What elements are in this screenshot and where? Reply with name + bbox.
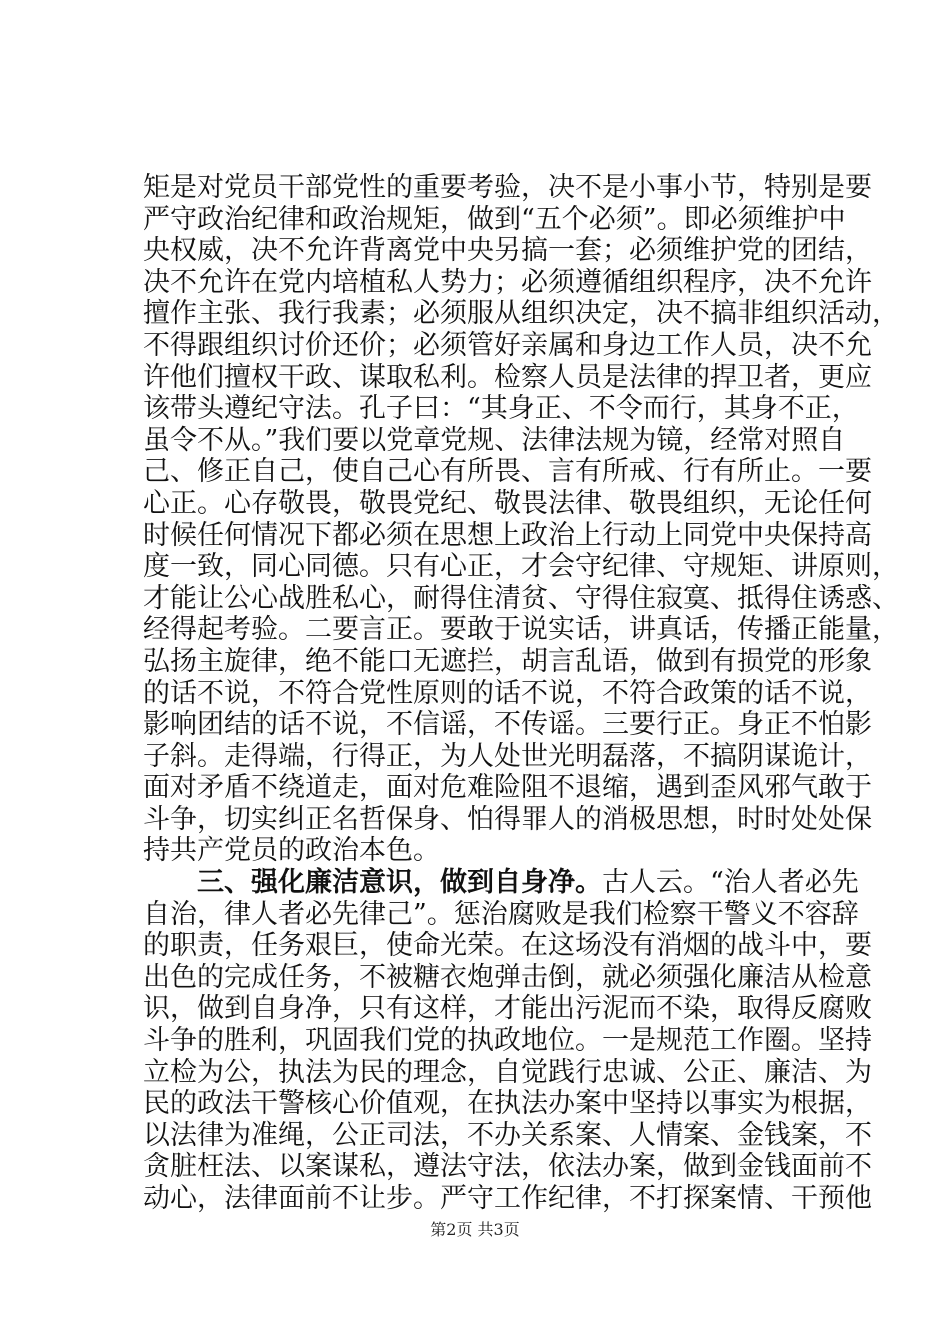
text-line: 自治，律人者必先律己”。惩治腐败是我们检察干警义不容辞 bbox=[143, 898, 859, 930]
text-line: 决不允许在党内培植私人势力；必须遵循组织程序，决不允许 bbox=[143, 266, 872, 298]
text-line: 以法律为准绳，公正司法，不办关系案、人情案、金钱案，不 bbox=[143, 1119, 872, 1151]
text-line: 该带头遵纪守法。孔子曰：“其身正、不令而行，其身不正， bbox=[143, 393, 859, 425]
text-line: 影响团结的话不说，不信谣，不传谣。三要行正。身正不怕影 bbox=[143, 709, 872, 741]
text-line: 时候任何情况下都必须在思想上政治上行动上同党中央保持高 bbox=[143, 519, 872, 551]
text-line: 才能让公心战胜私心，耐得住清贫、守得住寂寞、抵得住诱惑、 bbox=[143, 582, 899, 614]
text-line: 动心，法律面前不让步。严守工作纪律，不打探案情、干预他 bbox=[143, 1183, 872, 1214]
text-line: 央权威，决不允许背离党中央另搞一套；必须维护党的团结， bbox=[143, 235, 872, 267]
text-line: 严守政治纪律和政治规矩，做到“五个必须”。即必须维护中 bbox=[143, 203, 846, 235]
text-line: 的职责，任务艰巨，使命光荣。在这场没有消烟的战斗中，要 bbox=[143, 930, 872, 962]
text-line: 经得起考验。二要言正。要敢于说实话，讲真话，传播正能量， bbox=[143, 614, 899, 646]
text-line: 斗争，切实纠正名哲保身、怕得罪人的消极思想，时时处处保 bbox=[143, 803, 872, 835]
text-line: 立检为公，执法为民的理念，自觉践行忠诚、公正、廉洁、为 bbox=[143, 1056, 872, 1088]
section-3-first-text: 古人云。“治人者必先 bbox=[602, 867, 859, 899]
section-3-first-line bbox=[143, 867, 859, 899]
text-line: 贪脏枉法、以案谋私，遵法守法，依法办案，做到金钱面前不 bbox=[143, 1151, 872, 1183]
text-line: 度一致，同心同德。只有心正，才会守纪律、守规矩、讲原则， bbox=[143, 551, 899, 583]
text-line: 心正。心存敬畏，敬畏党纪、敬畏法律、敬畏组织，无论任何 bbox=[143, 487, 872, 519]
text-line: 虽令不从。”我们要以党章党规、法律法规为镜，经常对照自 bbox=[143, 424, 846, 456]
text-line: 己、修正自己，使自己心有所畏、言有所戒、行有所止。一要 bbox=[143, 456, 872, 488]
text-line: 斗争的胜利，巩固我们党的执政地位。一是规范工作圈。坚持 bbox=[143, 1025, 872, 1057]
section-3-heading: 三、强化廉洁意识，做到自身净。 bbox=[197, 867, 602, 899]
text-line: 擅作主张、我行我素；必须服从组织决定，决不搞非组织活动， bbox=[143, 298, 899, 330]
text-line: 持共产党员的政治本色。 bbox=[143, 835, 440, 867]
text-line: 的话不说，不符合党性原则的话不说，不符合政策的话不说， bbox=[143, 677, 872, 709]
text-line: 面对矛盾不绕道走，面对危难险阻不退缩，遇到歪风邪气敢于 bbox=[143, 772, 872, 804]
text-line: 弘扬主旋律，绝不能口无遮拦，胡言乱语，做到有损党的形象 bbox=[143, 645, 872, 677]
body-text bbox=[143, 172, 899, 1215]
page-footer: 第2页 共3页 bbox=[430, 1220, 520, 1239]
text-line: 识，做到自身净，只有这样，才能出污泥而不染，取得反腐败 bbox=[143, 993, 872, 1025]
text-line: 矩是对党员干部党性的重要考验，决不是小事小节，特别是要 bbox=[143, 172, 872, 203]
text-line: 子斜。走得端，行得正，为人处世光明磊落，不搞阴谋诡计， bbox=[143, 740, 872, 772]
text-line: 出色的完成任务，不被糖衣炮弹击倒，就必须强化廉洁从检意 bbox=[143, 961, 872, 993]
text-line: 不得跟组织讨价还价；必须管好亲属和身边工作人员，决不允 bbox=[143, 329, 872, 361]
text-line: 民的政法干警核心价值观，在执法办案中坚持以事实为根据， bbox=[143, 1088, 872, 1120]
text-line: 许他们擅权干政、谋取私利。检察人员是法律的捍卫者，更应 bbox=[143, 361, 872, 393]
